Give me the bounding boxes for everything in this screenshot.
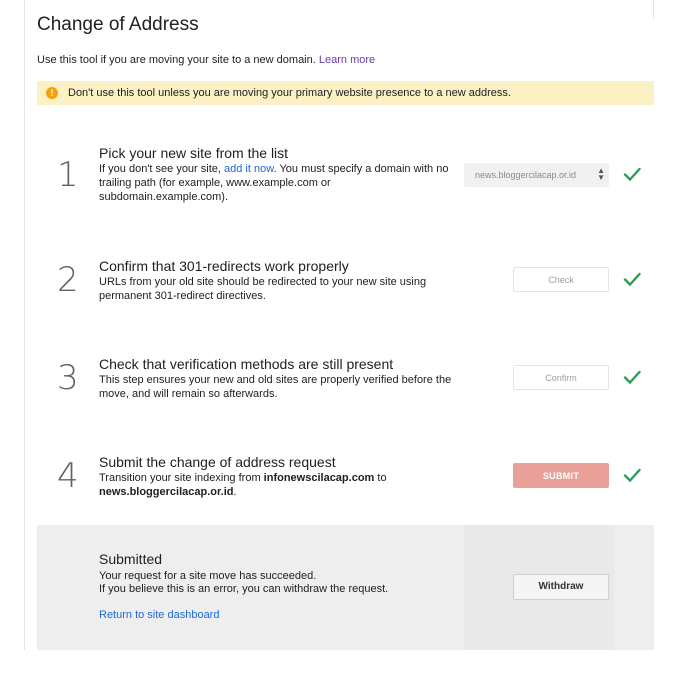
step-description-text: . You must specify a domain with no trailing path (for example, www.example.com or subdomain.example.com). (99, 163, 449, 203)
intro-text (37, 54, 375, 66)
submit-button[interactable]: SUBMIT (513, 463, 609, 488)
submitted-panel (37, 525, 654, 650)
return-to-dashboard-link[interactable]: Return to site dashboard (99, 609, 220, 621)
left-divider (24, 0, 25, 650)
add-site-link[interactable]: add it now (224, 163, 274, 175)
step-description (99, 162, 459, 204)
step-description-text: If you don't see your site, (99, 163, 225, 175)
warning-text: Don't use this tool unless you are moving your primary website presence to a new address. (68, 87, 511, 99)
new-site-name: news.bloggercilacap.or.id (99, 486, 234, 498)
step-title: Confirm that 301-redirects work properly (99, 258, 349, 274)
intro-description: Use this tool if you are moving your site to a new domain. (37, 54, 316, 66)
old-site-name: infonewscilacap.com (263, 472, 375, 484)
site-select[interactable] (464, 163, 609, 187)
check-icon (622, 269, 642, 289)
warning-banner (37, 81, 654, 105)
step-number: 1 (57, 155, 79, 195)
submitted-line-1: Your request for a site move has succeeded. (99, 570, 317, 582)
right-divider (653, 0, 654, 18)
step-description: This step ensures your new and old sites are properly verified before the move, and will remain so afterwards. (99, 374, 452, 400)
submitted-description (99, 570, 388, 596)
learn-more-link[interactable]: Learn more (318, 54, 376, 66)
check-icon (622, 465, 642, 485)
step-description: URLs from your old site should be redirected to your new site using permanent 301-redirect directives. (99, 276, 427, 302)
check-icon (622, 164, 642, 184)
step-number: 4 (57, 456, 79, 496)
page-title: Change of Address (37, 14, 199, 35)
step-4 (37, 454, 654, 504)
step-description (99, 471, 459, 499)
step-title: Submit the change of address request (99, 454, 336, 470)
step-3 (37, 356, 654, 406)
withdraw-button[interactable]: Withdraw (513, 574, 609, 600)
submitted-line-2: If you believe this is an error, you can withdraw the request. (99, 583, 389, 595)
check-icon (622, 367, 642, 387)
step-2 (37, 258, 654, 308)
check-button[interactable]: Check (513, 267, 609, 292)
warning-icon: ! (46, 87, 58, 99)
chevron-up-down-icon: ▲ ▼ (597, 166, 605, 182)
site-select-value: news.bloggercilacap.or.id (475, 170, 577, 180)
step-description-text: . (233, 486, 237, 498)
step-1 (37, 145, 654, 205)
step-title: Check that verification methods are still present (99, 356, 394, 372)
step-description-text: Transition your site indexing from (99, 472, 264, 484)
confirm-button[interactable]: Confirm (513, 365, 609, 390)
step-title: Pick your new site from the list (99, 145, 289, 161)
step-description-text: to (374, 472, 387, 484)
step-number: 2 (57, 260, 79, 300)
step-number: 3 (57, 358, 79, 398)
submitted-title: Submitted (99, 551, 163, 567)
